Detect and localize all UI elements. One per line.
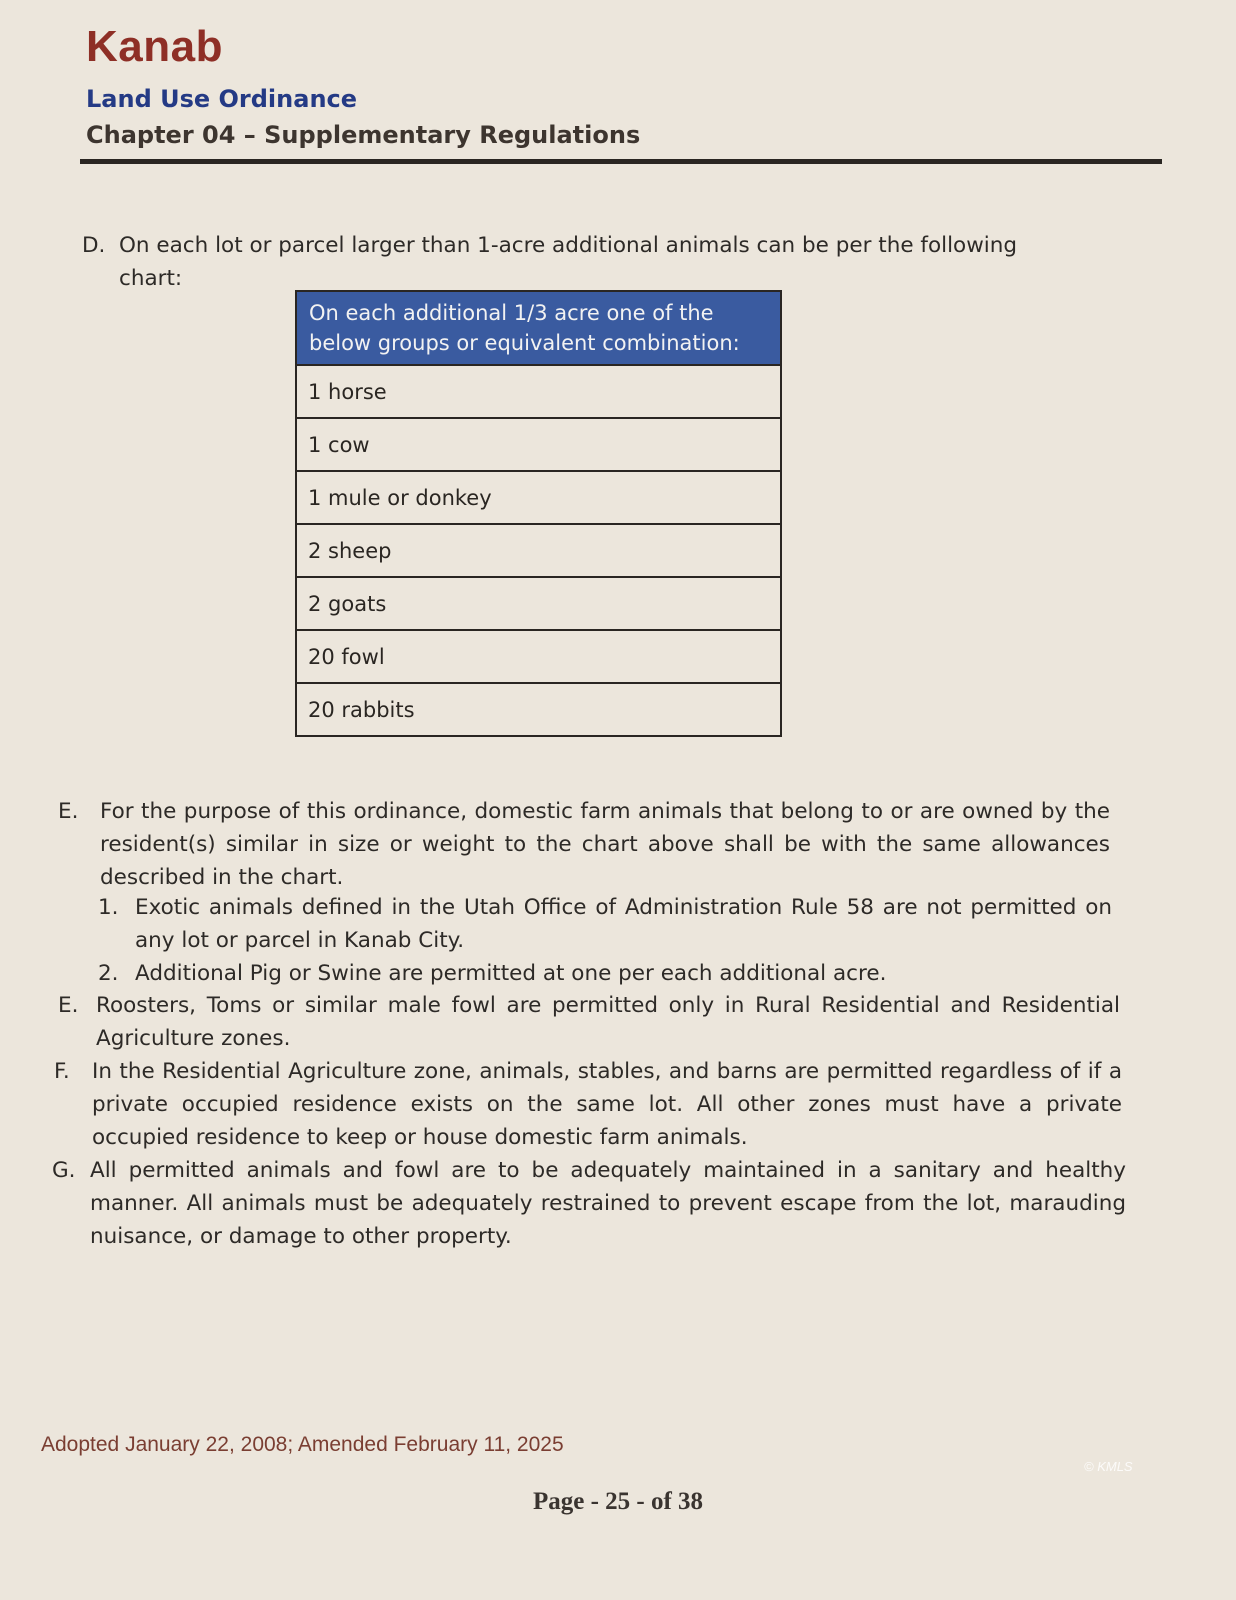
section-f xyxy=(54,1055,1122,1154)
section-e-item-1 xyxy=(98,891,1112,957)
watermark: © KMLS xyxy=(1084,1459,1133,1474)
section-e-marker: E. xyxy=(58,799,79,824)
section-g xyxy=(52,1154,1126,1253)
table-row xyxy=(296,630,781,683)
table-header: On each additional 1/3 acre one of the below groups or equivalent combination: xyxy=(296,291,781,365)
page-number: Page - 25 - of 38 xyxy=(532,1488,704,1515)
table-cell: 20 rabbits xyxy=(296,683,781,736)
table-row xyxy=(296,418,781,471)
chapter-heading: Chapter 04 – Supplementary Regulations xyxy=(86,121,641,149)
table-cell: 20 fowl xyxy=(296,630,781,683)
table-cell: 2 goats xyxy=(296,577,781,630)
section-e2-marker: E. xyxy=(58,993,79,1018)
adoption-date: Adopted January 22, 2008; Amended February 11, 2025 xyxy=(41,1433,564,1456)
table-cell: 2 sheep xyxy=(296,524,781,577)
item-2-marker: 2. xyxy=(98,961,119,986)
section-f-marker: F. xyxy=(54,1059,70,1084)
table-row xyxy=(296,577,781,630)
section-e-text: For the purpose of this ordinance, domestic farm animals that belong to or are owned by the resident(s) similar in size or weight to the chart above shall be with the same allowances described in the chart. xyxy=(100,799,1110,890)
section-e-roosters xyxy=(58,989,1120,1055)
table-row xyxy=(296,524,781,577)
section-e-item-2 xyxy=(98,957,1112,990)
item-1-text: Exotic animals defined in the Utah Office of Administration Rule 58 are not permitted on any lot or parcel in Kanab City. xyxy=(135,895,1112,953)
section-d-text: On each lot or parcel larger than 1-acre additional animals can be per the following chart: xyxy=(119,233,1018,291)
document-title: Kanab xyxy=(86,22,223,71)
item-2-text: Additional Pig or Swine are permitted at one per each additional acre. xyxy=(135,961,887,986)
table-row xyxy=(296,683,781,736)
section-f-text: In the Residential Agriculture zone, animals, stables, and barns are permitted regardless of if a private occupied residence exists on the same lot. All other zones must have a private occupied residence to keep or house domestic farm animals. xyxy=(92,1059,1122,1150)
item-1-marker: 1. xyxy=(98,895,119,920)
document-subtitle: Land Use Ordinance xyxy=(86,85,358,113)
table-row xyxy=(296,471,781,524)
table-cell: 1 cow xyxy=(296,418,781,471)
header-divider xyxy=(80,159,1162,164)
section-g-marker: G. xyxy=(52,1158,76,1183)
table-cell: 1 horse xyxy=(296,365,781,418)
animal-allowance-table xyxy=(295,290,782,737)
section-g-text: All permitted animals and fowl are to be adequately maintained in a sanitary and healthy manner. All animals must be adequately restrained to prevent escape from the lot, marauding nuisance, or damage to other property. xyxy=(90,1158,1126,1249)
table-row xyxy=(296,365,781,418)
section-e-definition xyxy=(58,795,1110,894)
table-cell: 1 mule or donkey xyxy=(296,471,781,524)
section-e2-text: Roosters, Toms or similar male fowl are permitted only in Rural Residential and Residential Agriculture zones. xyxy=(96,993,1120,1051)
section-d-marker: D. xyxy=(82,233,106,258)
section-d xyxy=(82,229,1084,295)
